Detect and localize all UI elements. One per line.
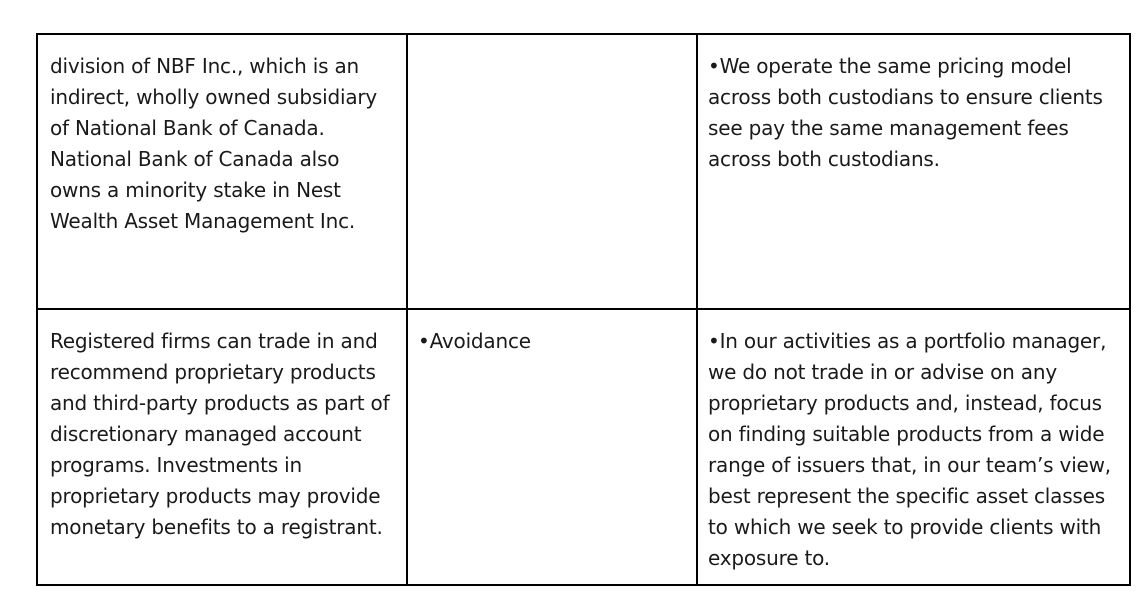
table-row	[37, 34, 1130, 309]
response-cell: •We operate the same pricing model across both custodians to ensure clients see pay the same management fees across both custodians.	[697, 34, 1130, 309]
approach-cell: •Avoidance	[407, 309, 697, 585]
conflict-description-cell: Registered firms can trade in and recommend proprietary products and third-party products as part of discretionary managed account programs. Investments in proprietary products may provide monetary benefits to a registrant.	[37, 309, 407, 585]
table-row	[37, 309, 1130, 585]
conflict-description-cell: division of NBF Inc., which is an indirect, wholly owned subsidiary of National Bank of Canada. National Bank of Canada also owns a minority stake in Nest Wealth Asset Management Inc.	[37, 34, 407, 309]
approach-cell	[407, 34, 697, 309]
conflicts-table	[36, 33, 1131, 586]
response-cell: •In our activities as a portfolio manager, we do not trade in or advise on any proprietary products and, instead, focus on finding suitable products from a wide range of issuers that, in our team’s view, best represent the specific asset classes to which we seek to provide clients with exposure to.	[697, 309, 1130, 585]
